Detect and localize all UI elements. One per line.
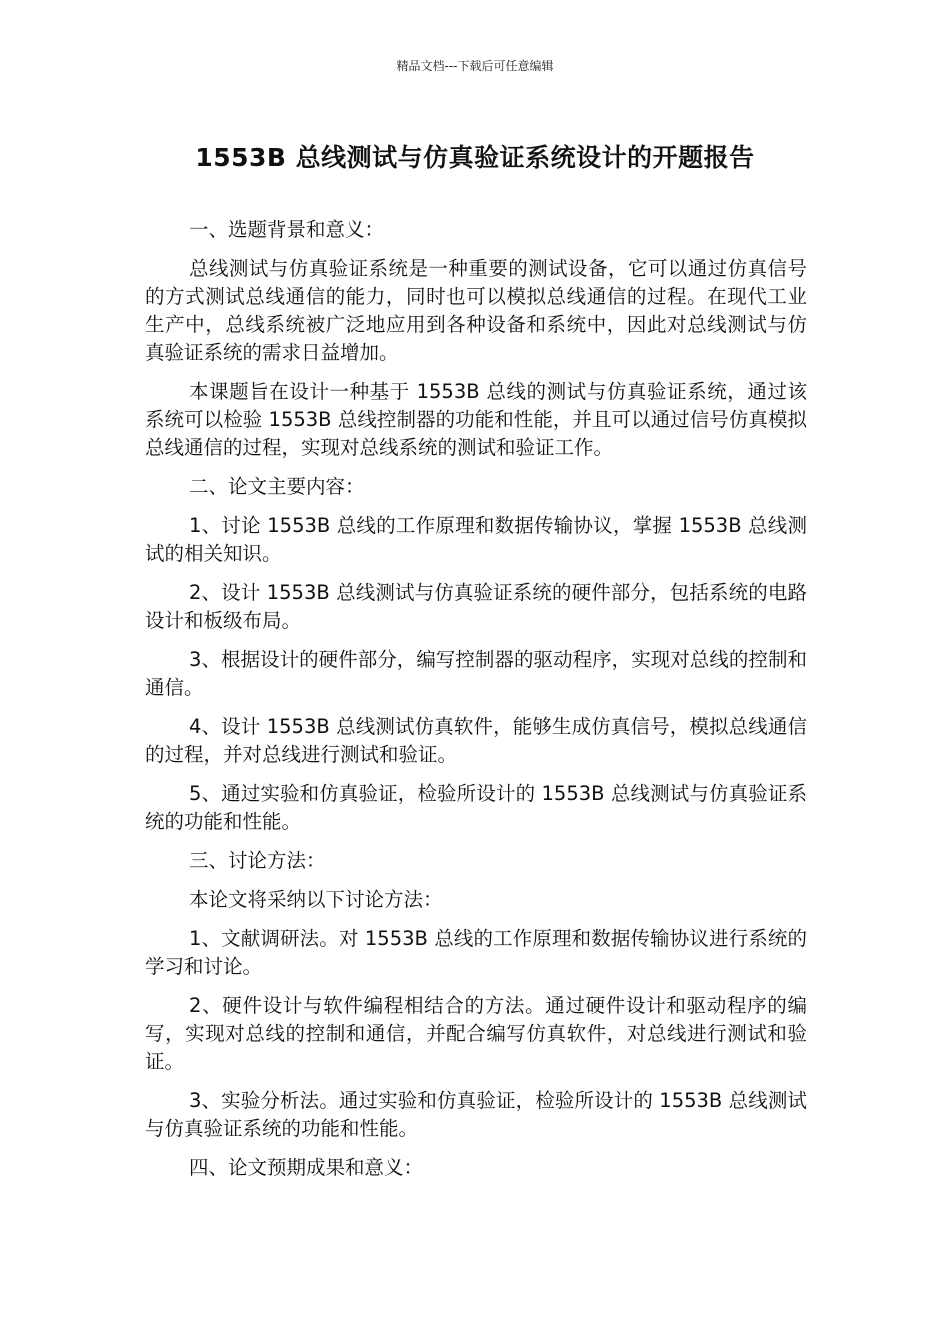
page-header: 精品文档---下载后可任意编辑 <box>396 59 554 73</box>
method-item-1: 1、文献调研法。对 1553B 总线的工作原理和数据传输协议进行系统的学习和讨论。 <box>145 927 807 978</box>
section-heading-outcomes: 四、论文预期成果和意义： <box>189 1156 424 1179</box>
method-item-3: 3、实验分析法。通过实验和仿真验证，检验所设计的 1553B 总线测试与仿真验证系统的功能和性能。 <box>145 1089 807 1140</box>
document-title: 1553B 总线测试与仿真验证系统设计的开题报告 <box>195 143 755 172</box>
content-item-5: 5、通过实验和仿真验证，检验所设计的 1553B 总线测试与仿真验证系统的功能和性能。 <box>145 782 807 833</box>
document-body <box>145 216 807 1193</box>
section-heading-methods: 三、讨论方法： <box>189 849 326 872</box>
content-item-2: 2、设计 1553B 总线测试与仿真验证系统的硬件部分，包括系统的电路设计和板级布局。 <box>145 581 807 632</box>
section-heading-background: 一、选题背景和意义： <box>189 218 385 241</box>
content-item-1: 1、讨论 1553B 总线的工作原理和数据传输协议，掌握 1553B 总线测试的相关知识。 <box>145 514 807 565</box>
method-item-2: 2、硬件设计与软件编程相结合的方法。通过硬件设计和驱动程序的编写，实现对总线的控制和通信，并配合编写仿真软件，对总线进行测试和验证。 <box>145 994 807 1073</box>
content-item-4: 4、设计 1553B 总线测试仿真软件，能够生成仿真信号，模拟总线通信的过程，并对总线进行测试和验证。 <box>145 715 807 766</box>
section-heading-content: 二、论文主要内容： <box>189 475 365 498</box>
methods-intro: 本论文将采纳以下讨论方法： <box>189 888 443 911</box>
paragraph-objective: 本课题旨在设计一种基于 1553B 总线的测试与仿真验证系统，通过该系统可以检验 1553B 总线控制器的功能和性能，并且可以通过信号仿真模拟总线通信的过程，实现对总线系统的测试和验证工作。 <box>145 380 807 459</box>
content-item-3: 3、根据设计的硬件部分，编写控制器的驱动程序，实现对总线的控制和通信。 <box>145 648 807 699</box>
paragraph-background: 总线测试与仿真验证系统是一种重要的测试设备，它可以通过仿真信号的方式测试总线通信的能力，同时也可以模拟总线通信的过程。在现代工业生产中，总线系统被广泛地应用到各种设备和系统中，因此对总线测试与仿真验证系统的需求日益增加。 <box>145 257 807 364</box>
